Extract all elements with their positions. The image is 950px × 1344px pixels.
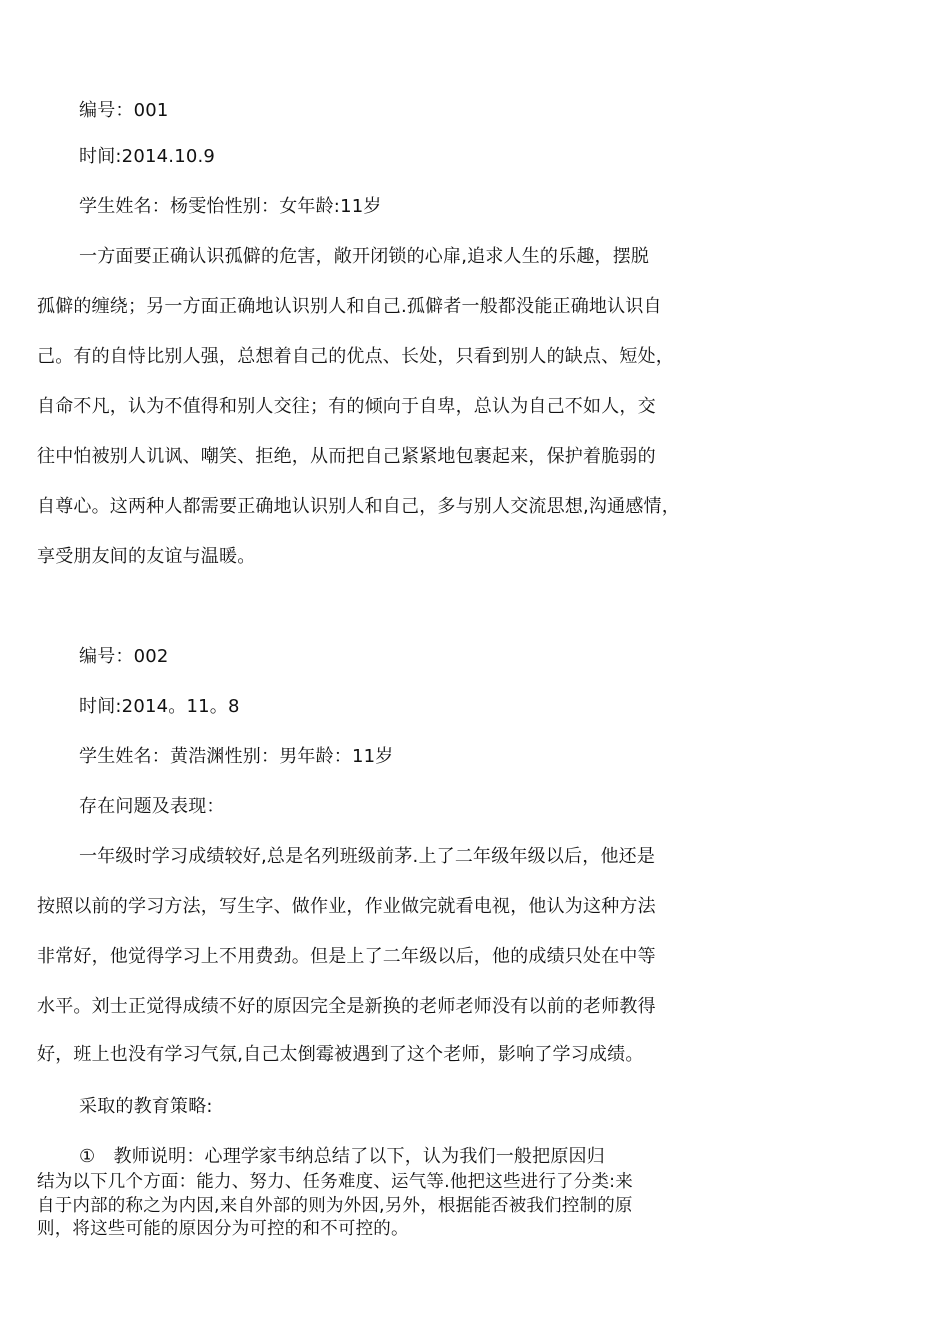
strategy-line: 则，将这些可能的原因分为可控的和不可控的。 <box>37 1219 409 1239</box>
strategy-line: 自于内部的称之为内因,来自外部的则为外因,另外，根据能否被我们控制的原 <box>37 1196 633 1216</box>
problem-line: 好，班上也没有学习气氛,自己太倒霉被遇到了这个老师，影响了学习成绩。 <box>37 1044 644 1065</box>
paragraph-line: 往中怕被别人讥讽、嘲笑、拒绝，从而把自己紧紧地包裹起来，保护着脆弱的 <box>37 446 656 467</box>
record-number: 编号：002 <box>79 646 169 667</box>
section-heading-problems: 存在问题及表现： <box>79 796 225 817</box>
student-info: 学生姓名：黄浩渊性别：男年龄：11岁 <box>79 746 394 767</box>
record-time: 时间:2014.10.9 <box>79 146 216 167</box>
strategy-line: 结为以下几个方面：能力、努力、任务难度、运气等.他把这些进行了分类:来 <box>37 1172 633 1192</box>
paragraph-line: 享受朋友间的友谊与温暖。 <box>37 546 256 567</box>
problem-line: 水平。刘士正觉得成绩不好的原因完全是新换的老师老师没有以前的老师教得 <box>37 996 656 1017</box>
paragraph-line: 自命不凡，认为不值得和别人交往；有的倾向于自卑，总认为自己不如人，交 <box>37 396 656 417</box>
problem-line: 非常好，他觉得学习上不用费劲。但是上了二年级以后，他的成绩只处在中等 <box>37 946 656 967</box>
student-info: 学生姓名：杨雯怡性别：女年龄:11岁 <box>79 196 382 217</box>
strategy-item: ① 教师说明：心理学家韦纳总结了以下，认为我们一般把原因归 <box>79 1146 605 1167</box>
paragraph-line: 孤僻的缠绕；另一方面正确地认识别人和自己.孤僻者一般都没能正确地认识自 <box>37 296 662 317</box>
paragraph-line: 自尊心。这两种人都需要正确地认识别人和自己，多与别人交流思想,沟通感情， <box>37 496 680 517</box>
record-time: 时间:2014。11。8 <box>79 696 240 717</box>
section-heading-strategy: 采取的教育策略: <box>79 1096 213 1117</box>
paragraph-line: 一方面要正确认识孤僻的危害，敞开闭锁的心扉,追求人生的乐趣，摆脱 <box>79 246 650 267</box>
problem-line: 按照以前的学习方法，写生字、做作业，作业做完就看电视，他认为这种方法 <box>37 896 656 917</box>
paragraph-line: 己。有的自恃比别人强，总想着自己的优点、长处，只看到别人的缺点、短处， <box>37 346 674 367</box>
problem-line: 一年级时学习成绩较好,总是名列班级前茅.上了二年级年级以后，他还是 <box>79 846 656 867</box>
record-number: 编号：001 <box>79 100 169 121</box>
